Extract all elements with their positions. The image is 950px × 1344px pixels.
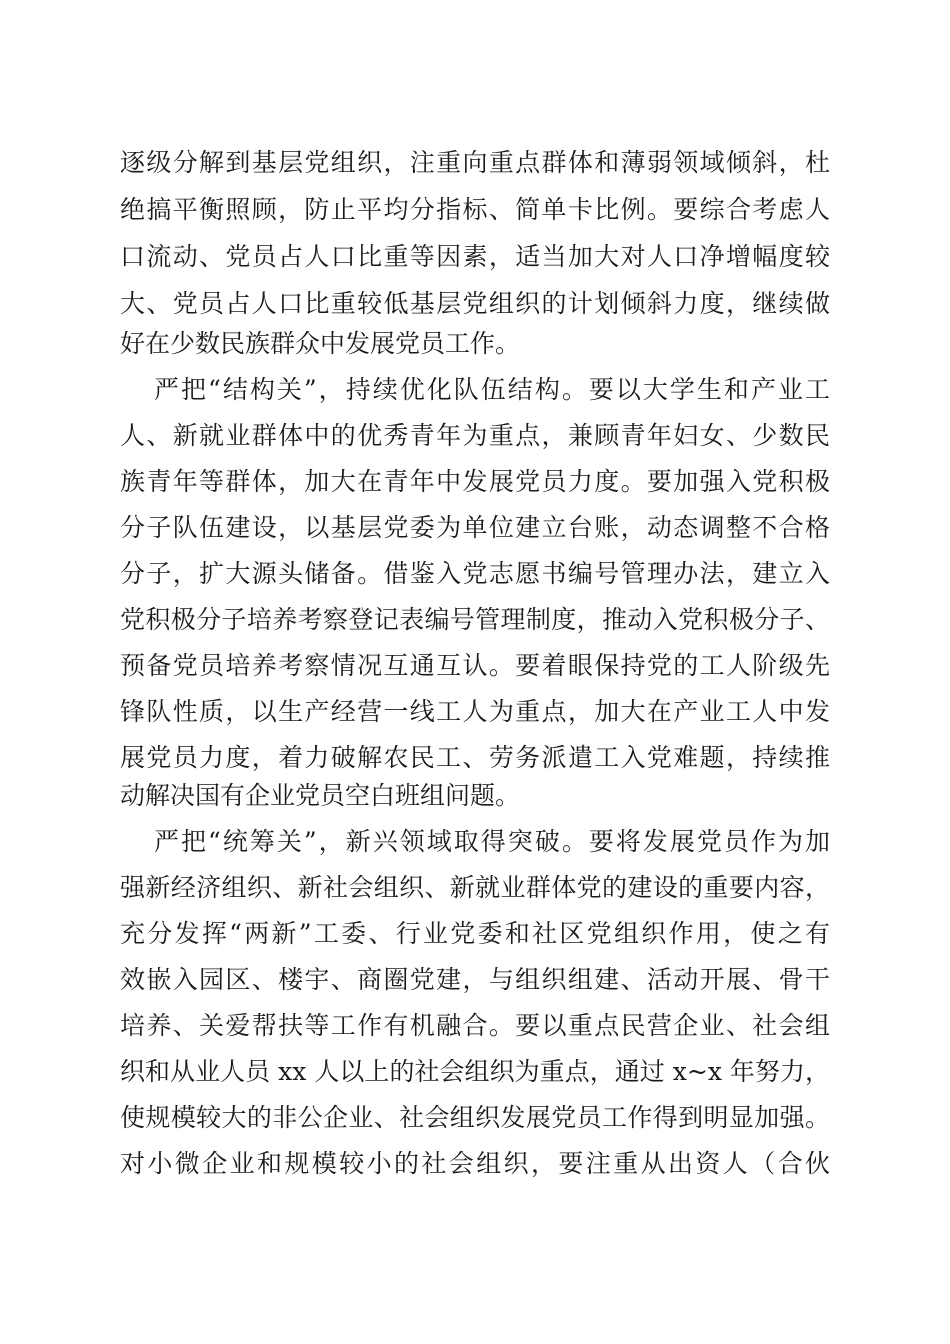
text-line: 动解决国有企业党员空白班组问题。: [120, 781, 521, 810]
text-line: 逐级分解到基层党组织，注重向重点群体和薄弱领域倾斜，杜: [120, 148, 830, 177]
text-line: 充分发挥“两新”工委、行业党委和社区党组织作用，使之有: [120, 919, 830, 948]
text-line: 大、党员占人口比重较低基层党组织的计划倾斜力度，继续做: [120, 289, 830, 318]
text-line: 人、新就业群体中的优秀青年为重点，兼顾青年妇女、少数民: [120, 421, 830, 450]
text-line: 预备党员培养考察情况互通互认。要着眼保持党的工人阶级先: [120, 651, 830, 680]
text-line: 培养、关爱帮扶等工作有机融合。要以重点民营企业、社会组: [120, 1011, 830, 1040]
text-line: 展党员力度，着力破解农民工、劳务派遣工入党难题，持续推: [120, 743, 830, 772]
text-line: 族青年等群体，加大在青年中发展党员力度。要加强入党积极: [120, 467, 830, 496]
paragraph-start-line: 严把“结构关”，持续优化队伍结构。要以大学生和产业工: [154, 375, 830, 404]
text-line: 对小微企业和规模较小的社会组织，要注重从出资人（合伙: [120, 1149, 830, 1178]
text-line: 分子，扩大源头储备。借鉴入党志愿书编号管理办法，建立入: [120, 559, 830, 588]
text-line: 分子队伍建设，以基层党委为单位建立台账，动态调整不合格: [120, 513, 830, 542]
text-line: 党积极分子培养考察登记表编号管理制度，推动入党积极分子、: [120, 605, 830, 634]
paragraph-start-line: 严把“统筹关”，新兴领域取得突破。要将发展党员作为加: [154, 827, 830, 856]
text-line: 强新经济组织、新社会组织、新就业群体党的建设的重要内容，: [120, 873, 830, 902]
text-line: 织和从业人员 xx 人以上的社会组织为重点，通过 x~x 年努力，: [120, 1057, 830, 1086]
text-line: 好在少数民族群众中发展党员工作。: [120, 329, 521, 358]
text-line: 效嵌入园区、楼宇、商圈党建，与组织组建、活动开展、骨干: [120, 965, 830, 994]
text-line: 使规模较大的非公企业、社会组织发展党员工作得到明显加强。: [120, 1103, 830, 1132]
text-line: 锋队性质，以生产经营一线工人为重点，加大在产业工人中发: [120, 697, 830, 726]
text-line: 口流动、党员占人口比重等因素，适当加大对人口净增幅度较: [120, 242, 830, 271]
text-line: 绝搞平衡照顾，防止平均分指标、简单卡比例。要综合考虑人: [120, 195, 830, 224]
